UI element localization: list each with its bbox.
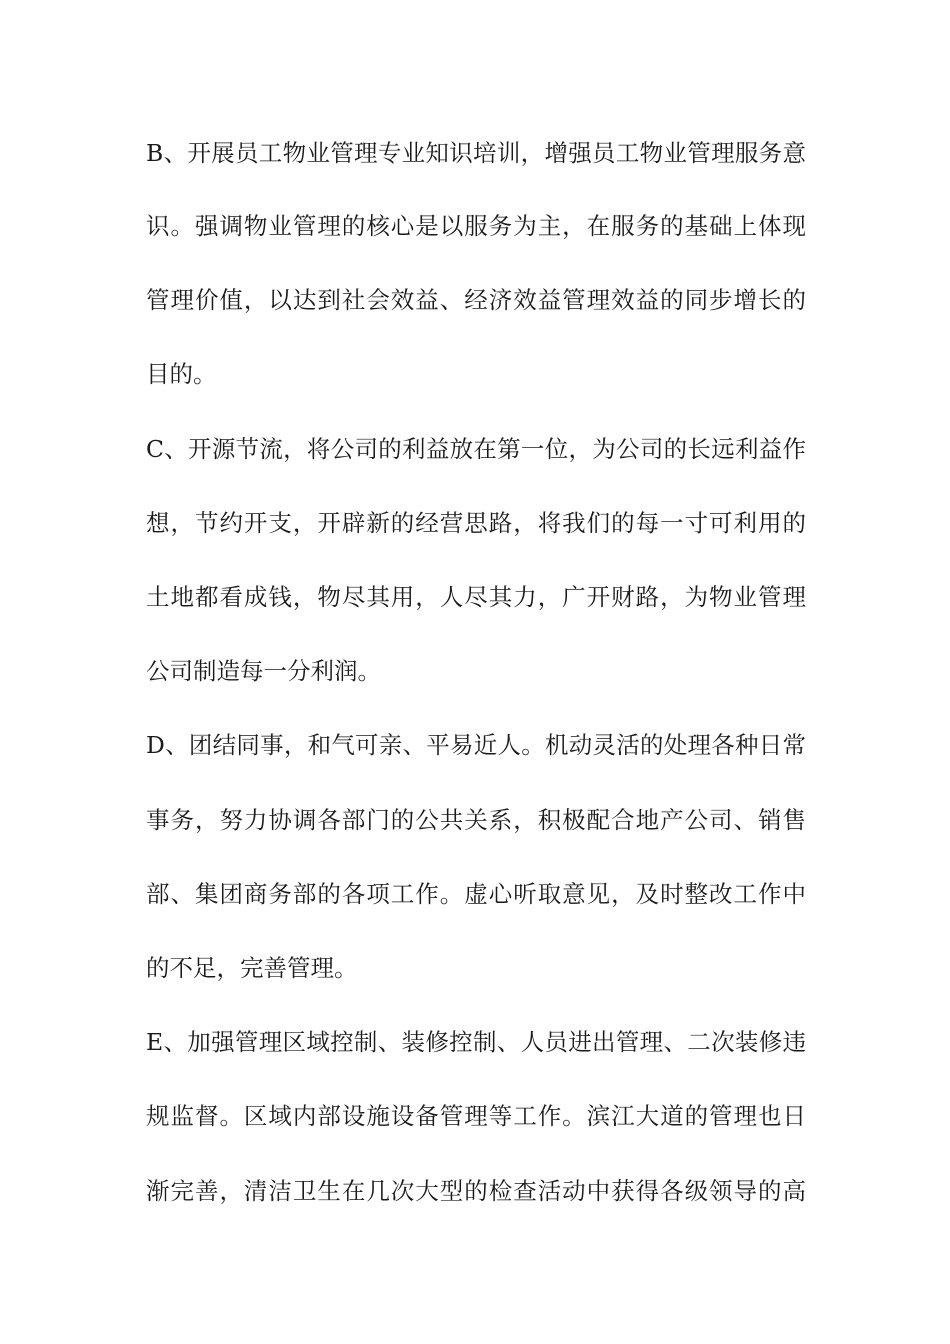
text-line: 渐完善，清洁卫生在几次大型的检查活动中获得各级领导的高: [146, 1177, 806, 1205]
text-line: 目的。: [146, 360, 217, 388]
text-line: 土地都看成钱，物尽其用，人尽其力，广开财路，为物业管理: [146, 583, 806, 611]
text-line: 想，节约开支，开辟新的经营思路，将我们的每一寸可利用的: [146, 509, 806, 537]
text-line: B、开展员工物业管理专业知识培训，增强员工物业管理服务意: [146, 139, 806, 167]
text-line: 识。强调物业管理的核心是以服务为主，在服务的基础上体现: [146, 212, 806, 240]
text-line: 规监督。区域内部设施设备管理等工作。滨江大道的管理也日: [146, 1102, 806, 1130]
text-line: 管理价值，以达到社会效益、经济效益管理效益的同步增长的: [146, 286, 806, 314]
text-line: D、团结同事，和气可亲、平易近人。机动灵活的处理各种日常: [146, 731, 806, 759]
text-line: C、开源节流，将公司的利益放在第一位，为公司的长远利益作: [146, 435, 806, 463]
text-line: 部、集团商务部的各项工作。虚心听取意见，及时整改工作中: [146, 880, 806, 908]
text-line: E、加强管理区域控制、装修控制、人员进出管理、二次装修违: [146, 1028, 806, 1056]
text-line: 事务，努力协调各部门的公共关系，积极配合地产公司、销售: [146, 806, 806, 834]
text-line: 公司制造每一分利润。: [146, 657, 381, 685]
text-line: 的不足，完善管理。: [146, 954, 358, 982]
